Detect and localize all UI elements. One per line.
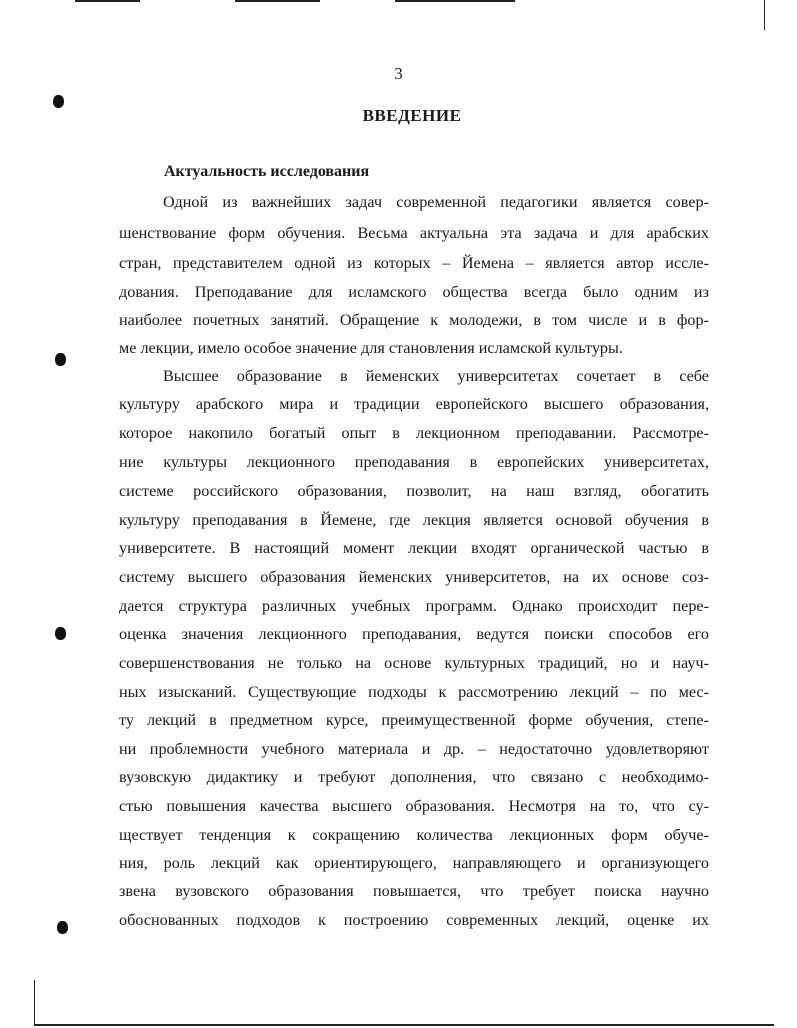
paragraph-line: обоснованных подходов к построению современных лекций, оценке их [119,911,709,929]
paragraph-line: шенствование форм обучения. Весьма актуальна эта задача и для арабских [119,224,709,242]
paragraph-line: ме лекции, имело особое значение для становления исламской культуры. [119,339,623,357]
scan-edge-top-right [395,0,515,2]
paragraph-line: ту лекций в предметном курсе, преимущественной форме обучения, степе- [119,711,709,729]
paragraph-line: дается структура различных учебных программ. Однако происходит пере- [119,597,709,615]
paragraph-line: ние культуры лекционного преподавания в европейских университетах, [119,453,709,471]
paragraph-line: которое накопило богатый опыт в лекционном преподавании. Рассмотре- [119,424,709,442]
binder-hole-2 [55,353,66,366]
paragraph-line: ния, роль лекций как ориентирующего, направляющего и организующего [119,854,709,872]
paragraph-line: культуру преподавания в Йемене, где лекция является основой обучения в [119,511,709,529]
scan-edge-top-left [75,0,140,2]
binder-hole-3 [55,627,66,640]
paragraph-line: университете. В настоящий момент лекции входят органической частью в [119,539,709,557]
paragraph-line: систему высшего образования йеменских университетов, на их основе соз- [119,568,709,586]
paragraph-line: стран, представителем одной из которых – Йемена – является автор иссле- [119,254,709,272]
scan-edge-left [34,980,35,1025]
paragraph-line: вузовскую дидактику и требуют дополнения, что связано с необходимо- [119,768,709,786]
paragraph-line: культуру арабского мира и традиции европейского высшего образования, [119,395,709,413]
paragraph-line: наиболее почетных занятий. Обращение к молодежи, в том числе и в фор- [119,311,709,329]
paragraph-line: ных изысканий. Существующие подходы к рассмотрению лекций – по мес- [119,683,709,701]
paragraph-line: Высшее образование в йеменских университетах сочетает в себе [163,367,709,385]
paragraph-line: ществует тенденция к сокращению количества лекционных форм обуче- [119,826,709,844]
paragraph-line: оценка значения лекционного преподавания, ведутся поиски способов его [119,625,709,643]
page-number: 3 [394,64,403,83]
page-title: ВВЕДЕНИЕ [362,106,462,125]
paragraph-line: совершенствования не только на основе культурных традиций, но и науч- [119,654,709,672]
section-heading: Актуальность исследования [164,163,370,180]
scan-edge-top-center [235,0,320,2]
paragraph-line: стью повышения качества высшего образования. Несмотря на то, что су- [119,797,709,815]
paragraph-line: дования. Преподавание для исламского общества всегда было одним из [119,283,709,301]
scan-edge-right [764,0,765,30]
paragraph-line: Одной из важнейших задач современной педагогики является совер- [163,193,709,211]
scan-edge-bottom [34,1024,774,1026]
binder-hole-4 [57,921,68,934]
paragraph-line: системе российского образования, позволит, на наш взгляд, обогатить [119,482,709,500]
paragraph-line: ни проблемности учебного материала и др. – недостаточно удовлетворяют [119,740,709,758]
paragraph-line: звена вузовского образования повышается, что требует поиска научно [119,882,709,900]
